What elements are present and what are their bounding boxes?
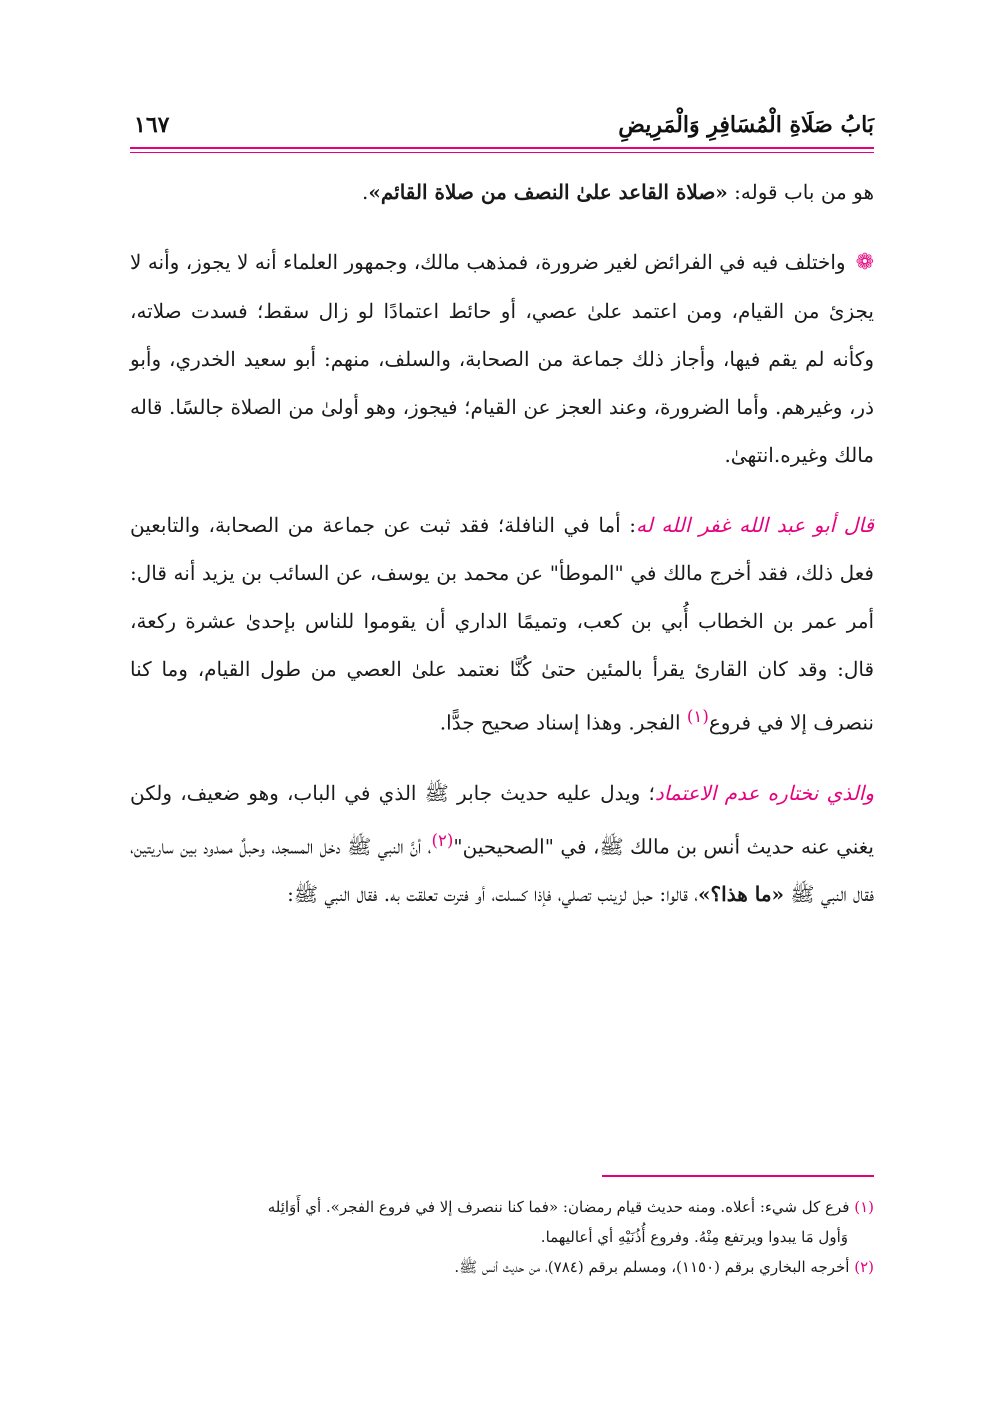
page-number: ١٦٧	[134, 112, 170, 138]
footnote-marker: (١)	[854, 1198, 874, 1216]
paragraph-4-text: ؛ ويدل عليه حديث جابر ﷺ الذي في الباب، وهو ضعيف، ولكن يغني عنه حديث أنس بن مالك ﷺ، في "الصحيحين"	[130, 780, 875, 859]
paragraph-4-text-b: ، أنَّ النبي ﷺ دخل المسجد، وحبلٌ ممدود بين ساريتين، فقال النبي ﷺ	[130, 834, 874, 907]
paragraph-1-end: .	[361, 180, 369, 204]
chapter-title: بَابُ صَلَاةِ الْمُسَافِرِ وَالْمَرِيضِ	[618, 112, 874, 138]
footnote-separator	[602, 1175, 874, 1177]
footnotes	[130, 1192, 874, 1282]
opinion-lead: والذي نختاره عدم الاعتماد	[654, 780, 874, 805]
footnote-1-continuation	[130, 1222, 874, 1252]
page-header	[130, 112, 874, 142]
main-text	[130, 168, 874, 918]
footnote-1	[130, 1192, 874, 1222]
header-rule-thin	[130, 152, 874, 153]
flower-ornament-icon: ❁	[855, 250, 874, 275]
footnote-marker: (٢)	[854, 1258, 874, 1276]
paragraph-2	[130, 238, 874, 479]
footnote-text: أخرجه البخاري برقم (١١٥٠)، ومسلم برقم (٧٨٤)، من حديث أنس ﷺ.	[454, 1258, 850, 1276]
paragraph-1-text: هو من باب قوله:	[727, 180, 874, 204]
footnote-ref-2[interactable]: (٢)	[431, 830, 454, 850]
paragraph-3-end: الفجر. وهذا إسناد صحيح جدًّا.	[439, 710, 687, 735]
paragraph-4	[130, 769, 874, 919]
paragraph-1	[130, 168, 874, 216]
footnote-2	[130, 1252, 874, 1282]
paragraph-4-end: ، قالوا: حبل لزينب تصلي، فإذا كسلت، أو فترت تعلقت به. فقال النبي ﷺ:	[287, 882, 699, 907]
header-rule	[130, 147, 874, 149]
paragraph-3-text: : أما في النافلة؛ فقد ثبت عن جماعة من الصحابة، والتابعين فعل ذلك، فقد أخرج مالك في "الموطأ" عن محمد بن يوسف، عن السائب بن يزيد أنه قال: أمر عمر بن الخطاب أُبي بن كعب، وتميمًا الداري أن يقوموا للناس بإحدىٰ عشرة ركعة، قال: وقد كان القارئ يقرأ بالمئين حتىٰ كُنَّا نعتمد علىٰ العصي من طول القيام، وما كنا ننصرف إلا في فروع	[130, 513, 875, 735]
footnote-text: وَأول مَا يبدوا ويرتفع مِنْهُ. وفروع أُذُنَيْهِ أي أعاليهما.	[540, 1228, 848, 1246]
paragraph-3	[130, 501, 874, 747]
hadith-quote-2: «ما هذا؟»	[698, 882, 785, 907]
footnote-ref-1[interactable]: (١)	[686, 707, 709, 726]
paragraph-2-text: واختلف فيه في الفرائض لغير ضرورة، فمذهب مالك، وجمهور العلماء أنه لا يجوز، وأنه لا يجزئ من القيام، ومن اعتمد علىٰ عصي، أو حائط اعتمادًا لو زال سقط؛ فسدت صلاته، وكأنه لم يقم فيها، وأجاز ذلك جماعة من الصحابة، والسلف، منهم: أبو سعيد الخدري، وأبو ذر، وغيرهم. وأما الضرورة، وعند العجز عن القيام؛ فيجوز، وهو أولىٰ من الصلاة جالسًا. قاله مالك وغيره.انتهىٰ.	[130, 250, 874, 467]
author-lead: قال أبو عبد الله غفر الله له	[636, 513, 874, 537]
footnote-text: فرع كل شيء: أعلاه. ومنه حديث قيام رمضان: «فما كنا ننصرف إلا في فروع الفجر». أي أَوَائِله	[267, 1198, 850, 1216]
hadith-quote: «صلاة القاعد علىٰ النصف من صلاة القائم»	[368, 180, 728, 204]
